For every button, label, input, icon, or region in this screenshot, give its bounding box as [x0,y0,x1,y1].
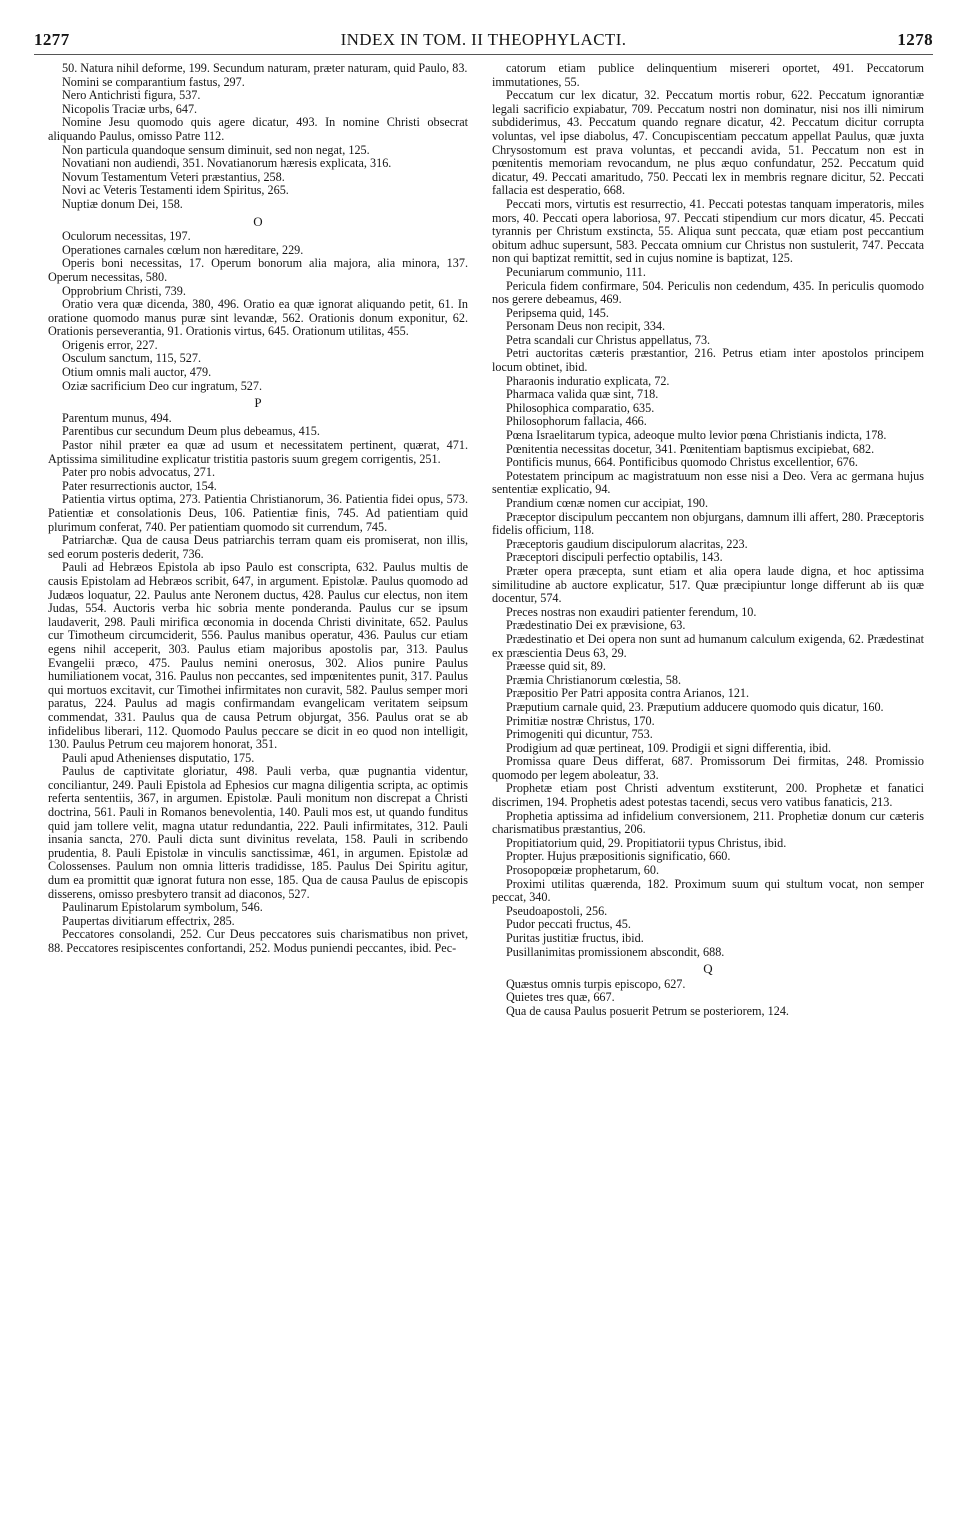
index-entry: Nomini se comparantium fastus, 297. [62,74,245,89]
index-entry: Oculorum necessitas, 197. [62,229,191,244]
index-entry: Pudor peccati fructus, 45. [506,917,631,932]
index-entry: Prædestinatio et Dei opera non sunt ad humanum calculum exigenda, 62. Prædestinat ex præscientia Deus 63, 29. [492,631,924,660]
index-entry: Paulinarum Epistolarum symbolum, 546. [62,900,263,915]
index-entry: Præpositio Per Patri apposita contra Arianos, 121. [506,686,750,701]
page-number-right: 1278 [897,30,933,49]
index-entry: Pœnitentia necessitas docetur, 341. Pœnitentiam baptismus excipiebat, 682. [506,441,875,456]
index-entry: Parentibus cur secundum Deum plus debeamus, 415. [62,424,320,439]
index-entry: 50. Natura nihil deforme, 199. Secundum naturam, præter naturam, quid Paulo, 83. [62,62,468,75]
index-column-right [492,62,924,1528]
index-entry: Proximi utilitas quærenda, 182. Proximum suum qui stultum vocat, non semper peccat, 340. [492,876,924,905]
index-entry: Promissa quare Deus differat, 687. Promissorum Dei firmitas, 248. Promissio quomodo per legem aboleatur, 33. [492,754,924,782]
index-entry: Qua de causa Paulus posuerit Petrum se posteriorem, 124. [506,1003,789,1018]
index-entry: Non particula quandoque sensum diminuit, sed non negat, 125. [62,142,370,157]
index-entry: Operis boni necessitas, 17. Operum bonorum alia majora, alia minora, 137. Operum necessitas, 580. [48,256,468,284]
index-entry: Prophetæ etiam post Christi adventum exstiterunt, 200. Prophetæ et fanatici discrimen, 194. Prophetis adest potestas tacendi, secus vero vatibus fanaticis, 213. [492,781,924,810]
index-entry: Peccati mors, virtutis est resurrectio, 41. Peccati potestas tanquam imperatoris, miles mors, 40. Peccati opera laboriosa, 97. Peccati stipendium cur mors dicatur, 45. Peccati tyrannis per Christum exstincta, 55. Aliqua sunt peccata, quæ etiam post peccantium obitum adhuc supersunt, 583. Peccata omnium cur Christus non sustulerit, 747. Peccata non qui baptizat remittit, sed in cujus nomine is baptizat, 125. [492,196,924,266]
index-entry: Prosopopœiæ prophetarum, 60. [506,863,660,878]
index-column-left [48,62,468,1528]
index-entry: Pecuniarum communio, 111. [506,264,646,279]
index-entry: Oziæ sacrificium Deo cur ingratum, 527. [62,378,263,393]
index-entry: Prædestinatio Dei ex prævisione, 63. [506,618,686,633]
index-entry: Pusillanimitas promissionem abscondit, 688. [506,944,725,959]
index-entry: Otium omnis mali auctor, 479. [62,365,212,380]
index-entry: Pastor nihil præter ea quæ ad usum et necessitatem pertinent, quærat, 471. Aptissima similitudine explicatur tristitia pastoris suum gregem corrigentis, 251. [48,438,468,466]
index-entry: Novum Testamentum Veteri præstantius, 258. [62,169,285,184]
page-title: INDEX IN TOM. II THEOPHYLACTI. [340,30,627,49]
index-entry: Novi ac Veteris Testamenti idem Spiritus, 265. [62,183,289,198]
index-entry: Petra scandali cur Christus appellatus, 73. [506,332,711,347]
index-entry: Præputium carnale quid, 23. Præputium adducere quomodo quis dicatur, 160. [506,699,884,714]
index-entry: Præceptor discipulum peccantem non objurgans, damnum illi affert, 280. Præceptoris fidelis officium, 118. [492,509,924,538]
index-entry: Pauli ad Hebræos Epistola ab ipso Paulo est conscripta, 632. Paulus multis de causis Epistolam ad Hebræos scribit, 647, in argument. Epistolæ. Paulus quomodo ad Judæos loquatur, 22. Paulus ante Neronem ductus, 428. Paulus cur electus, non item Judas, 554. Auctoris verba hic sobria mente ponderanda. Paulus cur se ipsum laudaverit, 298. Pauli mirifica œconomia in docenda Christi divinitate, 652. Paulus cur Timotheum circumciderit, 556. Paulus manibus operatur, 436. Paulus cur etiam egens nihil acceperit, 303. Paulus etiam majoribus apostolis par, 313. Paulus Evangelii præco, 475. Paulus nemini onerosus, 302. Alios punire Paulus humiliationem vocat, 316. Paulus non peccantes, sed impœnitentes punit, 317. Paulus qui mortuos excitavit, cur Timothei infirmitates non curavit, 582. Paulus semper mori paratus, 224. Paulus ad magis confirmandam evangelicam veritatem seipsum commendat, 331. Paulus qua de causa Petrum objurgat, 356. Paulus orat se ab infidelibus liberari, 112. Quomodo Paulus peccare se dicit in eo quod non intelligit, 130. Paulus Petrum ceu majorem honorat, 351. [48,560,468,752]
index-entry: Propitiatorium quid, 29. Propitiatorii typus Christus, ibid. [506,835,787,850]
index-entry: Peccatum cur lex dicatur, 32. Peccatum mortis robur, 622. Peccatum ignorantiæ legali sacrificio expiabatur, 709. Peccatum nostri non dominatur, nisi nos illi nimirum subdiderimus, 43. Peccatum quando regnare dicatur, 42. Peccatum dicitur corrupta voluntas, vel ipse diabolus, 47. Concupiscentiam peccatum appellat Paulus, quæ juxta Chrysostomum est prava voluntas, et peccandi avida, 51. Peccatum non est in pœnitentis memoriam revocandum, ne plus æquo confundatur, 252. Peccatum quid dicatur, 49. Peccati amaritudo, 750. Peccati lex in membris regnare dicitur, 52. Peccati fallacia est desperatio, 668. [492,88,924,198]
index-entry: Nuptiæ donum Dei, 158. [62,196,183,211]
index-entry: catorum etiam publice delinquentium misereri oportet, 491. Peccatorum immutationes, 55. [492,62,924,89]
index-entry: Nicopolis Traciæ urbs, 647. [62,101,198,116]
index-entry: Personam Deus non recipit, 334. [506,319,666,334]
index-entry: Novatiani non audiendi, 351. Novatianorum hæresis explicata, 316. [62,156,392,171]
index-entry: Propter. Hujus præpositionis significatio, 660. [506,849,731,864]
index-entry: Pseudoapostoli, 256. [506,903,608,918]
index-entry: Præter opera præcepta, sunt etiam et alia opera laude digna, et hoc aptissima similitudine ab auctore explicatur, 517. Quæ præcipiuntur longe differunt ab iis quæ docentur, 574. [492,563,924,606]
index-entry: Prophetia aptissima ad infidelium conversionem, 211. Prophetiæ donum cur cæteris charismatibus præstantius, 206. [492,808,924,837]
index-entry: Nero Antichristi figura, 537. [62,88,201,103]
section-letter: P [254,395,262,411]
index-entry: Preces nostras non exaudiri patienter ferendum, 10. [506,604,757,619]
index-entry: Potestatem principum ac magistratuum non esse nisi a Deo. Vera ac germana hujus sententiæ explicatio, 94. [492,468,924,497]
index-entry: Nomine Jesu quomodo quis agere dicatur, 493. In nomine Christi obsecrat aliquando Paulus, omisso Patre 112. [48,115,468,143]
index-entry: Paupertas divitiarum effectrix, 285. [62,913,235,928]
index-entry: Puritas justitiæ fructus, ibid. [506,931,644,945]
index-entry: Patriarchæ. Qua de causa Deus patriarchis terram quam eis promiserat, non illis, sed eorum posteris dederit, 736. [48,533,468,561]
index-entry: Pharaonis induratio explicata, 72. [506,373,670,388]
index-entry: Pauli apud Athenienses disputatio, 175. [62,750,255,765]
index-entry: Petri auctoritas cæteris præstantior, 216. Petrus etiam inter apostolos principem locum obtinet, ibid. [492,346,924,375]
index-entry: Prandium cœnæ nomen cur accipiat, 190. [506,496,709,510]
section-letter: Q [703,961,713,977]
page-number-left: 1277 [34,30,70,49]
index-entry: Philosophorum fallacia, 466. [506,414,647,429]
section-letter: O [253,213,263,229]
page-header [34,30,933,60]
index-entry: Præceptori discipuli perfectio optabilis, 143. [506,550,723,565]
index-entry: Primitiæ nostræ Christus, 170. [506,713,655,728]
index-entry: Oratio vera quæ dicenda, 380, 496. Oratio ea quæ ignorat aliquando petit, 61. In oratione quomodo manus puræ sint levandæ, 562. Orationis donum exponitur, 62. Orationis perseverantia, 91. Orationis virtus, 645. Orationum utilitas, 455. [48,297,468,339]
index-entry: Opprobrium Christi, 739. [62,283,186,298]
index-entry: Pœna Israelitarum typica, adeoque multo levior pœna Christianis indicta, 178. [506,428,887,443]
index-entry: Pater resurrectionis auctor, 154. [62,478,217,493]
index-entry: Pontificis munus, 664. Pontificibus quomodo Christus excellentior, 676. [506,455,858,470]
index-entry: Quietes tres quæ, 667. [506,990,615,1005]
index-entry: Præceptoris gaudium discipulorum alacritas, 223. [506,536,748,551]
index-entry: Patientia virtus optima, 273. Patientia Christianorum, 36. Patientia fidei opus, 573. Patientiæ et consolationis Deus, 106. Patientiæ finis, 745. Ad patientiam quid plurimum conferat, 740. Per patientiam quomodo sit currendum, 745. [48,492,468,534]
index-entry: Pericula fidem confirmare, 504. Periculis non cedendum, 435. In periculis quomodo nos gerere debeamus, 469. [492,278,924,307]
index-entry: Prodigium ad quæ pertineat, 109. Prodigii et signi differentia, ibid. [506,740,832,755]
index-entry: Peripsema quid, 145. [506,305,609,320]
index-entry: Paulus de captivitate gloriatur, 498. Pauli verba, quæ pugnantia videntur, conciliantur, 249. Pauli Epistola ad Ephesios cur magna diligentia scripta, ac optimis referta sententiis, 367, in argumen. Epistolæ. Pauli monitum non discrepat a Christi doctrina, 561. Pauli in Romanos benevolentia, 140. Pauli mos est, ut quando funditus quid jam tollere velit, magna utatur redundantia, 222. Pauli infirmitates, 312. Pauli insania sancta, 270. Pauli dicta sunt divinitus revelata, 158. Pauli in scribendo prudentia, 8. Pauli Epistolæ in vinculis sanctissimæ, 461, in argumen. Epistolæ ad Colossenses. Paulum non omnia litteris tradidisse, 185. Paulus Dei Spiritu agitur, dum ea promittit quæ ignorat futura non esse, 185. Qua de causa Paulus de episcopis disserens, omisso presbytero transit ad diaconos, 527. [48,764,468,901]
index-entry: Præmia Christianorum cœlestia, 58. [506,672,682,687]
index-entry: Præesse quid sit, 89. [506,659,606,674]
index-entry: Peccatores consolandi, 252. Cur Deus peccatores suis charismatibus non privet, 88. Peccatores resipiscentes confortandi, 252. Modus puniendi peccantes, ibid. Pec- [48,927,468,955]
index-entry: Parentum munus, 494. [62,410,172,425]
index-entry: Primogeniti qui dicuntur, 753. [506,727,653,742]
index-entry: Pater pro nobis advocatus, 271. [62,465,215,480]
index-entry: Pharmaca valida quæ sint, 718. [506,387,659,402]
index-entry: Philosophica comparatio, 635. [506,400,655,415]
index-entry: Origenis error, 227. [62,337,158,352]
index-entry: Operationes carnales cœlum non hæreditare, 229. [62,242,304,257]
index-entry: Osculum sanctum, 115, 527. [62,351,202,366]
index-entry: Quæstus omnis turpis episcopo, 627. [506,976,686,991]
header-rule [34,54,933,55]
